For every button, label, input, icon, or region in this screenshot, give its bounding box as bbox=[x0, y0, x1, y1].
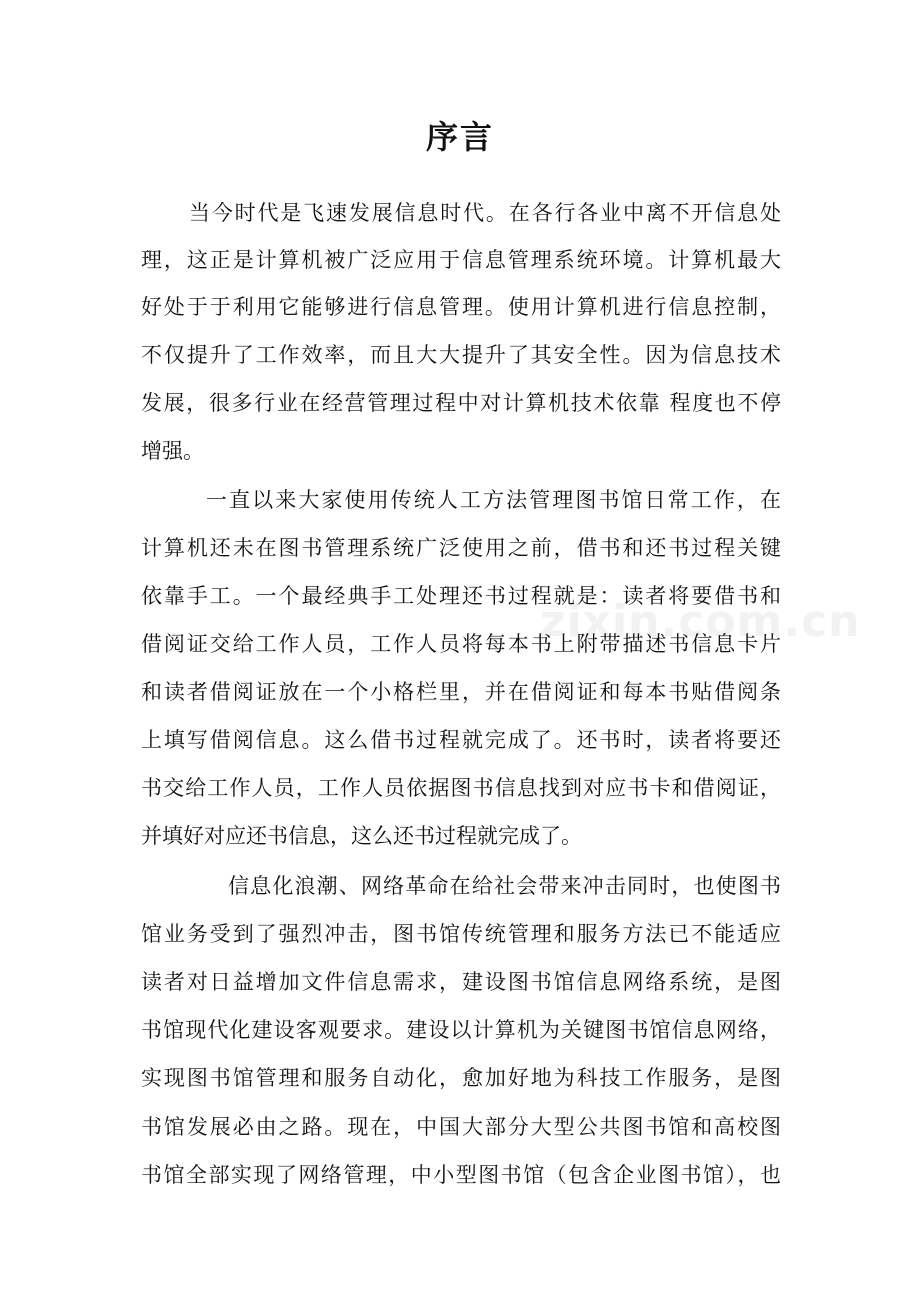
paragraph-3-line-1: 信息化浪潮、网络革命在给社会带来冲击同时，也使图书 bbox=[228, 874, 781, 898]
paragraph-2-line-3: 依靠手工。一个最经典手工处理还书过程就是：读者将要借书和 bbox=[141, 584, 781, 608]
paragraph-3-line-2: 馆业务受到了强烈冲击，图书馆传统管理和服务方法已不能适应 bbox=[141, 922, 781, 946]
paragraph-1-line-5: 发展，很多行业在经营管理过程中对计算机技术依靠 程度也不停 bbox=[141, 391, 781, 415]
paragraph-1-line-2: 理，这正是计算机被广泛应用于信息管理系统环境。计算机最大 bbox=[141, 248, 781, 272]
paragraph-2-line-7: 书交给工作人员，工作人员依据图书信息找到对应书卡和借阅证， bbox=[141, 776, 781, 800]
page-title: 序言 bbox=[425, 118, 494, 156]
paragraph-1-line-4: 不仅提升了工作效率，而且大大提升了其安全性。因为信息技术 bbox=[141, 343, 781, 367]
paragraph-1-line-6: 增强。 bbox=[141, 439, 204, 463]
paragraph-3-line-4: 书馆现代化建设客观要求。建设以计算机为关键图书馆信息网络， bbox=[141, 1018, 781, 1042]
paragraph-1-line-3: 好处于于利用它能够进行信息管理。使用计算机进行信息控制， bbox=[141, 295, 781, 319]
paragraph-2-line-8: 并填好对应还书信息，这么还书过程就完成了。 bbox=[141, 824, 582, 848]
paragraph-2-line-5: 和读者借阅证放在一个小格栏里，并在借阅证和每本书贴借阅条 bbox=[141, 680, 781, 704]
paragraph-3-line-7: 书馆全部实现了网络管理，中小型图书馆（包含企业图书馆），也 bbox=[141, 1163, 781, 1187]
watermark-text: zixin.com.cn bbox=[540, 596, 861, 647]
paragraph-1-line-1: 当今时代是飞速发展信息时代。在各行各业中离不开信息处 bbox=[189, 201, 781, 225]
paragraph-3-line-3: 读者对日益增加文件信息需求，建设图书馆信息网络系统，是图 bbox=[141, 970, 781, 994]
paragraph-2-line-4: 借阅证交给工作人员，工作人员将每本书上附带描述书信息卡片 bbox=[141, 632, 781, 656]
paragraph-3-line-6: 书馆发展必由之路。现在，中国大部分大型公共图书馆和高校图 bbox=[141, 1115, 781, 1139]
paragraph-2-line-2: 计算机还未在图书管理系统广泛使用之前，借书和还书过程关键 bbox=[141, 536, 781, 560]
paragraph-2-line-1: 一直以来大家使用传统人工方法管理图书馆日常工作，在 bbox=[206, 488, 781, 512]
paragraph-3-line-5: 实现图书馆管理和服务自动化，愈加好地为科技工作服务，是图 bbox=[141, 1066, 781, 1090]
paragraph-2-line-6: 上填写借阅信息。这么借书过程就完成了。还书时，读者将要还 bbox=[141, 728, 781, 752]
